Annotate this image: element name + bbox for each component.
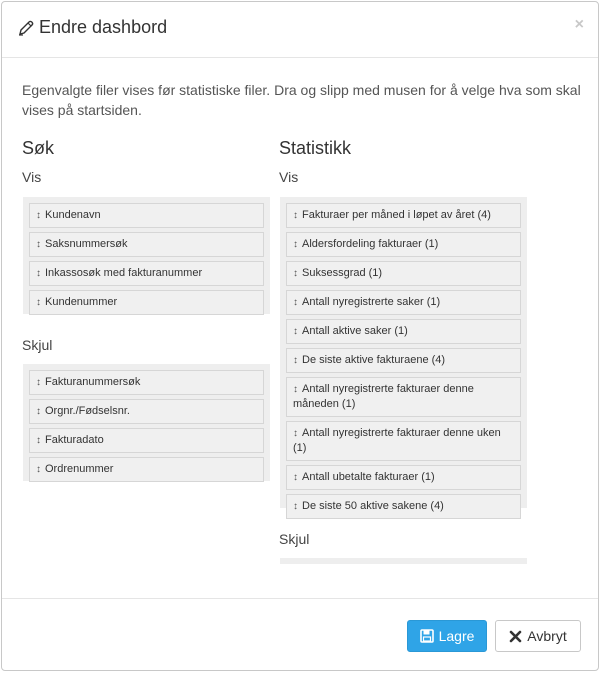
modal-footer	[2, 598, 598, 673]
list-item-label: Antall nyregistrerte fakturaer denne måneden (1)	[293, 383, 474, 410]
draggable-list-item[interactable]	[286, 494, 521, 519]
draggable-list-item[interactable]	[29, 290, 264, 315]
draggable-list-item[interactable]	[29, 203, 264, 228]
list-item-label: Kundenummer	[45, 296, 118, 308]
draggable-list-item[interactable]	[29, 457, 264, 482]
drag-handle-icon: ↕	[293, 355, 298, 366]
drag-handle-icon: ↕	[293, 297, 298, 308]
draggable-list-item[interactable]	[286, 232, 521, 257]
list-item-label: Fakturaer per måned i løpet av året (4)	[302, 209, 491, 221]
list-item-label: Antall aktive saker (1)	[302, 325, 408, 337]
draggable-list-item[interactable]	[286, 348, 521, 373]
list-item-label: Kundenavn	[45, 209, 101, 221]
modal-title-text: Endre dashbord	[39, 17, 168, 37]
pencil-icon	[17, 19, 35, 37]
statistikk-skjul-list[interactable]	[280, 558, 527, 564]
drag-handle-icon: ↕	[293, 501, 298, 512]
cancel-button[interactable]	[495, 620, 581, 652]
list-item-label: Antall nyregistrerte fakturaer denne uken (1)	[293, 427, 501, 454]
draggable-list-item[interactable]	[286, 290, 521, 315]
drag-handle-icon: ↕	[293, 239, 298, 250]
edit-dashboard-modal	[1, 1, 599, 671]
list-item-label: Orgnr./Fødselsnr.	[45, 405, 130, 417]
modal-header	[2, 2, 598, 58]
cancel-button-label: Avbryt	[527, 628, 567, 644]
statistikk-skjul-label: Skjul	[279, 531, 310, 547]
draggable-list-item[interactable]	[29, 261, 264, 286]
draggable-list-item[interactable]	[29, 428, 264, 453]
list-item-label: Inkassosøk med fakturanummer	[45, 267, 203, 279]
draggable-list-item[interactable]	[29, 370, 264, 395]
drag-handle-icon: ↕	[36, 435, 41, 446]
drag-handle-icon: ↕	[36, 464, 41, 475]
drag-handle-icon: ↕	[36, 406, 41, 417]
drag-handle-icon: ↕	[293, 472, 298, 483]
draggable-list-item[interactable]	[286, 377, 521, 417]
list-item-label: Ordrenummer	[45, 463, 114, 475]
sok-skjul-label: Skjul	[22, 337, 53, 353]
statistikk-heading: Statistikk	[279, 138, 352, 158]
draggable-list-item[interactable]	[286, 319, 521, 344]
save-button-label: Lagre	[438, 628, 475, 644]
draggable-list-item[interactable]	[286, 421, 521, 461]
list-item-label: De siste 50 aktive sakene (4)	[302, 500, 444, 512]
list-item-label: Aldersfordeling fakturaer (1)	[302, 238, 439, 250]
draggable-list-item[interactable]	[29, 232, 264, 257]
list-item-label: Antall ubetalte fakturaer (1)	[302, 471, 435, 483]
drag-handle-icon: ↕	[293, 428, 298, 439]
list-item-label: De siste aktive fakturaene (4)	[302, 354, 446, 366]
draggable-list-item[interactable]	[286, 261, 521, 286]
save-button[interactable]	[407, 620, 487, 652]
statistikk-vis-label: Vis	[279, 169, 299, 185]
list-item-label: Fakturanummersøk	[45, 376, 141, 388]
statistikk-vis-list[interactable]	[280, 197, 527, 512]
drag-handle-icon: ↕	[293, 268, 298, 279]
floppy-disk-icon	[420, 629, 434, 643]
drag-handle-icon: ↕	[293, 326, 298, 337]
drag-handle-icon: ↕	[36, 210, 41, 221]
modal-title	[17, 17, 167, 38]
drag-handle-icon: ↕	[36, 377, 41, 388]
sok-vis-label: Vis	[22, 169, 42, 185]
drag-handle-icon: ↕	[36, 297, 41, 308]
drag-handle-icon: ↕	[293, 384, 298, 395]
list-item-label: Fakturadato	[45, 434, 104, 446]
sok-vis-list[interactable]	[23, 197, 270, 314]
drag-handle-icon: ↕	[36, 239, 41, 250]
drag-handle-icon: ↕	[36, 268, 41, 279]
draggable-list-item[interactable]	[286, 465, 521, 490]
draggable-list-item[interactable]	[29, 399, 264, 424]
close-icon[interactable]: ×	[574, 16, 584, 33]
list-item-label: Antall nyregistrerte saker (1)	[302, 296, 441, 308]
sok-skjul-list[interactable]	[23, 364, 270, 481]
list-item-label: Suksessgrad (1)	[302, 267, 383, 279]
draggable-list-item[interactable]	[286, 203, 521, 228]
drag-handle-icon: ↕	[293, 210, 298, 221]
modal-description: Egenvalgte filer vises før statistiske filer. Dra og slipp med musen for å velge hva som skal vises på startsiden.	[22, 82, 581, 118]
close-x-icon	[509, 630, 522, 643]
sok-heading: Søk	[22, 138, 55, 158]
list-item-label: Saksnummersøk	[45, 238, 128, 250]
